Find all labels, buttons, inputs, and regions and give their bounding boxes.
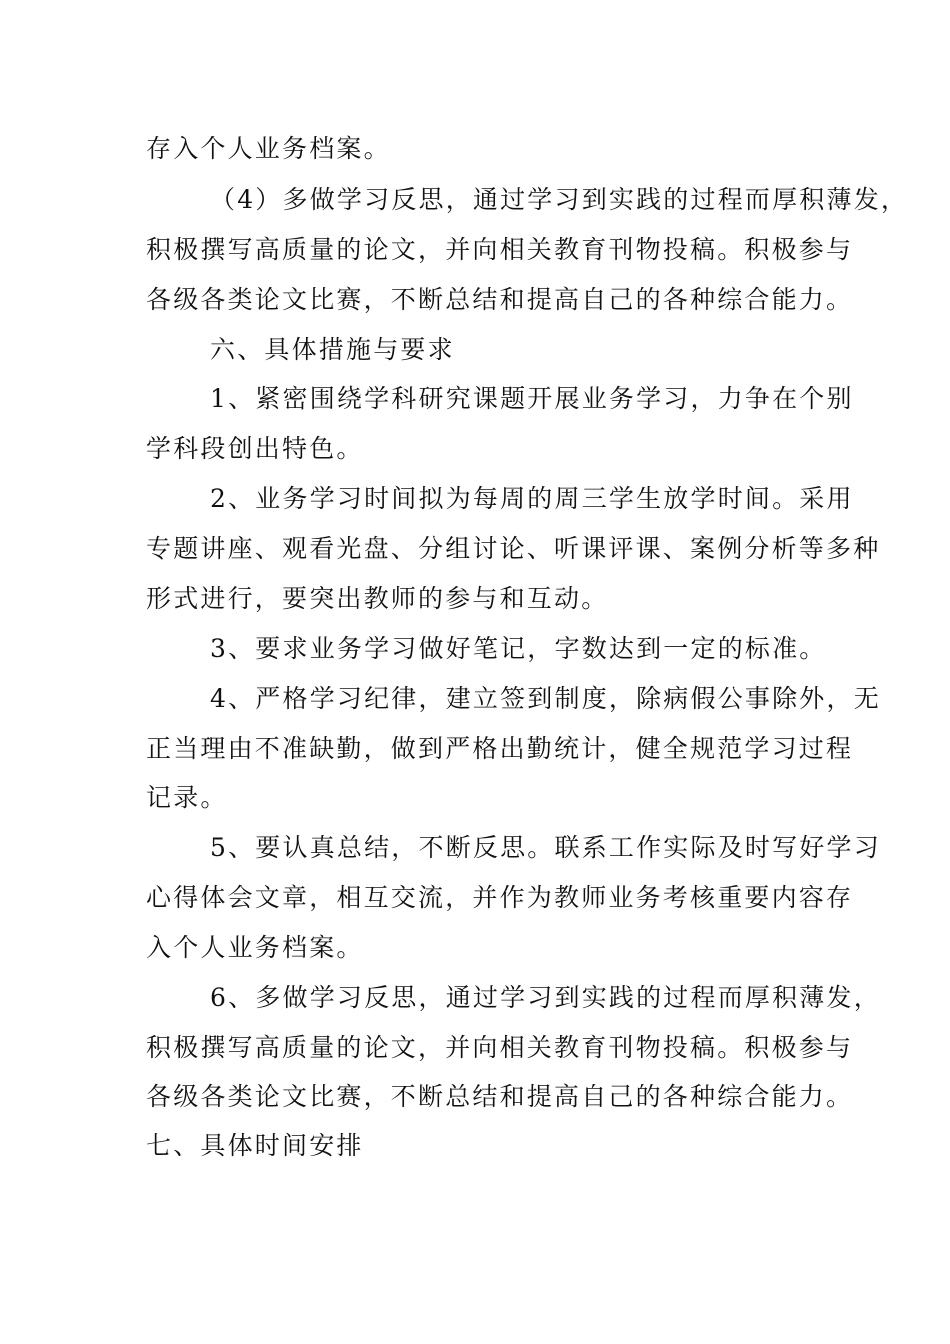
text-line: 2、业务学习时间拟为每周的周三学生放学时间。采用 (210, 484, 854, 513)
section-heading: 七、具体时间安排 (146, 1131, 364, 1160)
text-line: 积极撰写高质量的论文，并向相关教育刊物投稿。积极参与 (146, 235, 854, 264)
text-line: 入个人业务档案。 (146, 933, 364, 962)
text-line: 各级各类论文比赛，不断总结和提高自己的各种综合能力。 (146, 285, 854, 314)
text-line: 积极撰写高质量的论文，并向相关教育刊物投稿。积极参与 (146, 1033, 854, 1062)
text-line: 3、要求业务学习做好笔记，字数达到一定的标准。 (210, 634, 827, 663)
text-line: 形式进行，要突出教师的参与和互动。 (146, 584, 609, 613)
text-line: 4、严格学习纪律，建立签到制度，除病假公事除外，无 (210, 684, 881, 713)
text-line: 6、多做学习反思，通过学习到实践的过程而厚积薄发， (210, 983, 881, 1012)
text-line: 学科段创出特色。 (146, 434, 364, 463)
text-line: 记录。 (146, 783, 228, 812)
text-line: 存入个人业务档案。 (146, 134, 391, 163)
text-line: 心得体会文章，相互交流，并作为教师业务考核重要内容存 (146, 883, 854, 912)
text-line: （4）多做学习反思，通过学习到实践的过程而厚积薄发， (210, 185, 909, 214)
section-heading: 六、具体措施与要求 (210, 335, 455, 364)
text-line: 1、紧密围绕学科研究课题开展业务学习，力争在个别 (210, 384, 854, 413)
text-line: 正当理由不准缺勤，做到严格出勤统计，健全规范学习过程 (146, 734, 854, 763)
text-line: 专题讲座、观看光盘、分组讨论、听课评课、案例分析等多种 (146, 534, 881, 563)
text-line: 各级各类论文比赛，不断总结和提高自己的各种综合能力。 (146, 1082, 854, 1111)
text-line: 5、要认真总结，不断反思。联系工作实际及时写好学习 (210, 833, 881, 862)
